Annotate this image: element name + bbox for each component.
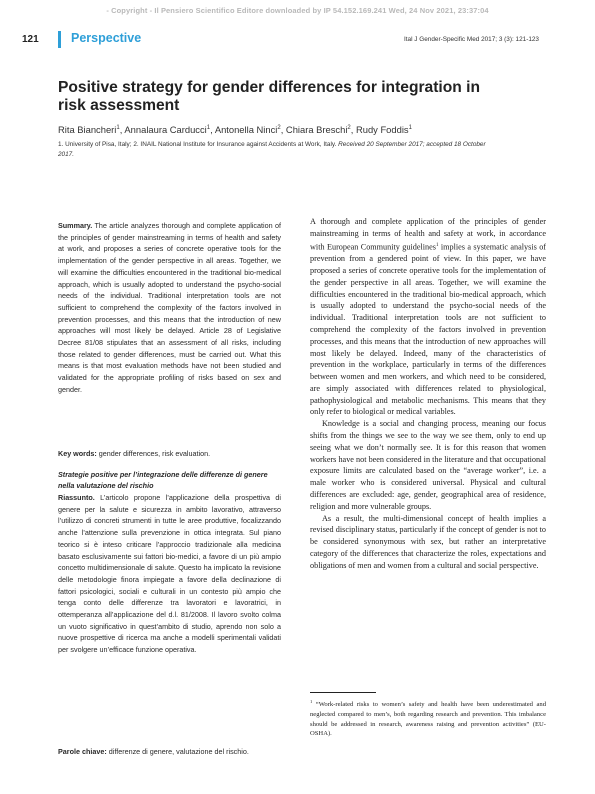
author-name: Annalaura Carducci (124, 124, 207, 135)
body-paragraph: As a result, the multi-dimensional concept of health implies a revised disciplinary status, particularly if the concept of gender is not to be considered synonymous with sex, but rather an interpretative category of the differences that characterize the roles, expectations and obligations of men and women from a cultural and social perspective. (310, 513, 546, 570)
body-text-span: A thorough and complete application of the principles of gender mainstreaming in terms of health and safety at work, in accordance with European Community guidelines (310, 217, 546, 252)
summary-abstract (58, 220, 281, 396)
copyright-watermark: - Copyright - Il Pensiero Scientifico Editore downloaded by IP 54.152.169.241 Wed, 24 Nov 2021, 23:37:04 (106, 6, 489, 15)
body-paragraph (310, 216, 546, 418)
author-name: Antonella Ninci (214, 124, 278, 135)
author-list (58, 124, 412, 135)
author-affiliation-mark: 1 (206, 124, 211, 131)
author-separator: , (280, 124, 286, 135)
author-name: Chiara Breschi (285, 124, 348, 135)
author-name: Rita Biancheri (58, 124, 117, 135)
body-text-span: implies a systematic analysis of prevention from a gendered point of view. In this paper, we have proposed a series of concrete operative tools for the implementation of the gender perspective in all areas. Together, we will examine the difficulties encountered in the traditional bio-medical approach, which is usually adopted to understand the psycho-social needs of the individual. Traditional interpretation tools are not sufficient to comprehend the complexity of the factors involved in prevention processes, and this means that the introduction of new approaches will most likely be delayed. Indeed, many of the characteristics of prevention in the workplace, particularly in terms of the differences between women and men workers, and which need to be considered, are simply associated with differences related to physiological, pathophysiological and metabolic mechanisms. This means that they only refer to biological or medical variables. (310, 242, 547, 417)
keywords (58, 448, 281, 460)
author-name: Rudy Foddis (355, 124, 409, 135)
affiliations (58, 140, 498, 160)
summary-text: The article analyzes thorough and complete application of the principles of gender mainstreaming in terms of health and safety at work, and proposes a series of concrete operative tools for the implementation of the gender perspective in all areas. Together, we will examine the difficulties encountered in the traditional bio-medical approach, which is usually adopted to understand the psycho-social needs of the individual. Traditional interpretation tools are not sufficient to comprehend the complexity of the factors involved in prevention processes, and this means that the introduction of new approaches will most likely be delayed. Article 28 of Legislative Decree 81/08 stipulates that an assessment of all risks, including those related to gender differences, must be carried out. What this means is that most evaluation methods have not been studied and validated for the appropriate profiling of risks based on sex and gender. (58, 221, 281, 394)
footnote-text: “Work-related risks to women’s safety and health have been underestimated and neglected compared to men’s, both regarding research and prevention. This imbalance should be addressed in research, awareness raising and prevention activities” (EU-OSHA). (310, 701, 546, 738)
section-label: Perspective (71, 31, 142, 45)
author-affiliation-mark: 2 (347, 124, 351, 131)
affiliation-number: 1 (58, 141, 62, 148)
author-separator: , (119, 124, 125, 135)
keywords-text: gender differences, risk evaluation. (96, 449, 211, 458)
author-affiliation-mark: 2 (277, 124, 281, 131)
parole-chiave-text: differenze di genere, valutazione del rischio. (106, 747, 249, 756)
footnote-reference: 1 (435, 242, 439, 248)
summary-label: Summary. (58, 221, 93, 230)
affiliation-text: . University of Pisa, Italy; (61, 141, 134, 148)
affiliation-text: . INAIL National Institute for Insurance against Accidents at Work, Italy. (136, 141, 339, 148)
author-affiliation-mark: 1 (116, 124, 120, 131)
body-text (310, 216, 546, 572)
affiliation-number: 2 (133, 141, 137, 148)
riassunto-text: L’articolo propone l’applicazione della prospettiva di genere per la salute e sicurezza in ambito lavorativo, attraverso l’utilizzo di concreti strumenti in tutte le aree produttive, focalizzando anche l’attenzione sulla prevenzione in ottica integrata. Sul piano teorico si è inteso criticare l’approccio tradizionale alla medicina basato esclusivamente sui fattori bio-medici, a favore di un più ampio concetto multidimensionale di salute. Questo ha implicato la revisione delle metodologie finora impiegate a favore della declinazione di fattori psicologici, sociali e culturali in un contesto più ampio che tenga conto delle differenze tra lavoratori e lavoratrici, in ottemperanza all’applicazione del d.l. 81/2008. Il lavoro svolto colma un vuoto significativo in quest’ambito di studio, aprendo non solo a nuove prospettive di ricerca ma anche a modelli sperimentali validati per svolgere un’efficace funzione operativa. (58, 493, 281, 655)
author-affiliation-mark: 1 (408, 124, 412, 131)
page-number: 121 (22, 34, 39, 45)
italian-title: Strategie positive per l’integrazione delle differenze di genere nella valutazione del rischio (58, 470, 268, 490)
author-separator: , (210, 124, 215, 135)
author-separator: , (350, 124, 356, 135)
received-accepted-dates: Received 20 September 2017; accepted 18 October 2017. (58, 141, 486, 158)
footnote-rule (310, 692, 376, 693)
riassunto-label: Riassunto. (58, 493, 95, 502)
footnote (310, 697, 546, 739)
footnote-number: 1 (310, 699, 313, 704)
parole-chiave (58, 746, 281, 758)
article-title: Positive strategy for gender differences for integration in risk assessment (58, 79, 480, 114)
riassunto-abstract (58, 492, 281, 656)
keywords-label: Key words: (58, 449, 97, 458)
parole-chiave-label: Parole chiave: (58, 747, 107, 756)
section-accent-bar (58, 31, 61, 48)
journal-reference: Ital J Gender-Specific Med 2017; 3 (3): 121-123 (404, 36, 539, 43)
body-paragraph: Knowledge is a social and changing process, meaning our focus shifts from the things we see to the way we see them, only to end up seeing what we don’t normally see. It is for this reason that women workers have not been considered in the literature and that occupational exposure limits are calculated based on the “average worker”, i.e. a male worker who is considered universal. Physical and cultural differences are excluded: age, gender, geographical area of residence, religion and more vulnerable groups. (310, 419, 546, 511)
